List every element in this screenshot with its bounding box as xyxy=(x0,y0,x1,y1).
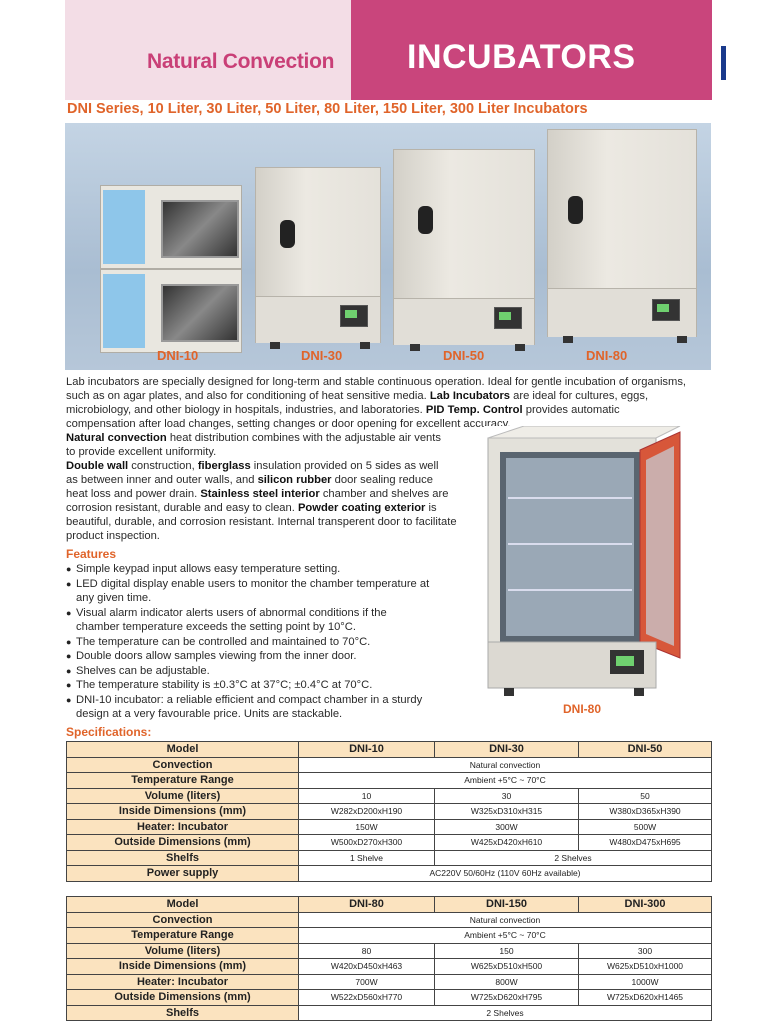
features-list xyxy=(66,562,466,722)
table-row: Shelfs 1 Shelve 2 Shelves xyxy=(67,850,712,866)
dni-10-unit-top xyxy=(100,185,242,269)
description-wide: Lab incubators are specially designed for long-term and stable continuous operation. Ideal for gentle incubation of organisms, such as on agar plates, and also for conditioning of heat sensitive media. Lab Incubators are ideal for cultures, eggs, microbiology, and other biology in hospitals, industries, and laboratories. PID Temp. Control provides automatic compensation after load changes, setting changes or door opening for excellent accuracy. xyxy=(66,376,687,430)
feature-item: ● The temperature stability is ±0.3°C at 37°C; ±0.4°C at 70°C. xyxy=(66,678,466,693)
table-row: Heater: Incubator 700W 800W 1000W xyxy=(67,974,712,990)
table-row: Shelfs 2 Shelves xyxy=(67,1005,712,1021)
table-row: Model DNI-10 DNI-30 DNI-50 xyxy=(67,742,712,758)
feature-item: ● LED digital display enable users to monitor the chamber temperature at any given time. xyxy=(66,577,436,606)
product-lineup-photo xyxy=(65,123,711,370)
header-subtitle: Natural Convection xyxy=(147,50,335,73)
dni-50-unit xyxy=(393,149,535,345)
description-narrow: Natural convection heat distribution combines with the adjustable air vents to provide excellent uniformity. Double wall construction, fiberglass insulation provided on 5 sides as well as between inner and outer walls, and silicon rubber door sealing reduce heat loss and power drain. Stainless steel interior chamber and shelves are corrosion resistant, durable and easy to clean. Powder coating exterior is beautiful, durable, and corrosion resistant. Internal transperent door to facilitate product inspection. xyxy=(66,432,457,542)
dni-10-unit-bottom xyxy=(100,269,242,353)
feature-item: ● Visual alarm indicator alerts users of abnormal conditions if the chamber temperature exceeds the setting point by 10°C. xyxy=(66,606,426,635)
label-dni-50: DNI-50 xyxy=(443,348,485,363)
table-row: Temperature Range Ambient +5°C ~ 70°C xyxy=(67,928,712,944)
series-title: DNI Series, 10 Liter, 30 Liter, 50 Liter, 80 Liter, 150 Liter, 300 Liter Incubators xyxy=(67,101,588,117)
specs-heading: Specifications: xyxy=(66,725,152,739)
table-row: Temperature Range Ambient +5°C ~ 70°C xyxy=(67,773,712,789)
feature-item: ● Double doors allow samples viewing from the inner door. xyxy=(66,649,466,664)
table-row: Convection Natural convection xyxy=(67,912,712,928)
table-row: Model DNI-80 DNI-150 DNI-300 xyxy=(67,897,712,913)
table-row: Inside Dimensions (mm) W420xD450xH463 W625xD510xH500 W625xD510xH1000 xyxy=(67,959,712,975)
specs-table-1 xyxy=(66,741,712,882)
table-row: Volume (liters) 80 150 300 xyxy=(67,943,712,959)
feature-item: ● Simple keypad input allows easy temperature setting. xyxy=(66,562,466,577)
dni-80-open-photo xyxy=(484,426,684,698)
features-heading: Features xyxy=(66,547,117,561)
label-dni-10: DNI-10 xyxy=(157,348,199,363)
table-row: Power supply AC220V 50/60Hz (110V 60Hz available) xyxy=(67,866,712,882)
table-row: Volume (liters) 10 30 50 xyxy=(67,788,712,804)
feature-item: ● The temperature can be controlled and maintained to 70°C. xyxy=(66,635,466,650)
table-row: Inside Dimensions (mm) W282xD200xH190 W325xD310xH315 W380xD365xH390 xyxy=(67,804,712,820)
table-row: Convection Natural convection xyxy=(67,757,712,773)
photo-caption: DNI-80 xyxy=(563,702,602,716)
dni-80-unit xyxy=(547,129,697,337)
table-row: Outside Dimensions (mm) W522xD560xH770 W725xD620xH795 W725xD620xH1465 xyxy=(67,990,712,1006)
label-dni-30: DNI-30 xyxy=(301,348,343,363)
header-accent-bar xyxy=(721,46,726,80)
table-row: Outside Dimensions (mm) W500xD270xH300 W425xD420xH610 W480xD475xH695 xyxy=(67,835,712,851)
feature-item: ● Shelves can be adjustable. xyxy=(66,664,466,679)
header-title: INCUBATORS xyxy=(407,38,636,76)
specs-table-2 xyxy=(66,896,712,1021)
feature-item: ● DNI-10 incubator: a reliable efficient and compact chamber in a sturdy design at a very favourable price. Units are stackable. xyxy=(66,693,436,722)
table-row: Heater: Incubator 150W 300W 500W xyxy=(67,819,712,835)
dni-30-unit xyxy=(255,167,381,343)
label-dni-80: DNI-80 xyxy=(586,348,628,363)
